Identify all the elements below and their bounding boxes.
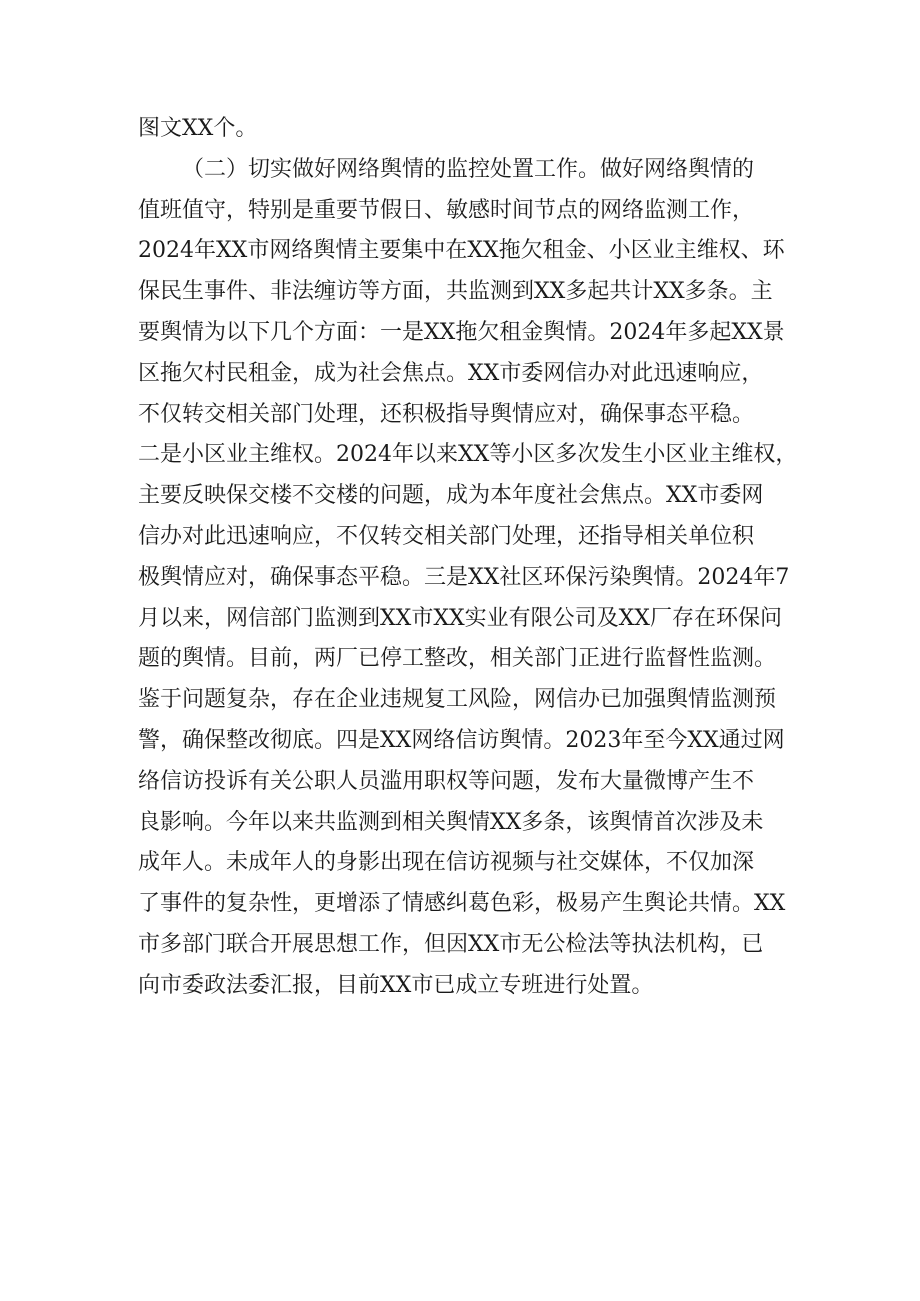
text-line-3: 值班值守，特别是重要节假日、敏感时间节点的网络监测工作，	[138, 197, 755, 223]
text-line-4: 2024年XX市网络舆情主要集中在XX拖欠租金、小区业主维权、环	[138, 238, 785, 264]
text-line-10: 主要反映保交楼不交楼的问题，成为本年度社会焦点。XX市委网	[138, 483, 764, 509]
text-line-19: 成年人。未成年人的身影出现在信访视频与社交媒体，不仅加深	[138, 850, 755, 876]
text-line-18: 良影响。今年以来共监测到相关舆情XX多条，该舆情首次涉及未	[138, 809, 764, 835]
text-line-1: 图文XX个。	[138, 116, 258, 141]
text-line-8: 不仅转交相关部门处理，还积极指导舆情应对，确保事态平稳。	[138, 401, 755, 427]
text-line-11: 信办对此迅速响应，不仅转交相关部门处理，还指导相关单位积	[138, 523, 755, 549]
text-line-13: 月以来，网信部门监测到XX市XX实业有限公司及XX厂存在环保问	[138, 605, 782, 631]
text-line-21: 市多部门联合开展思想工作，但因XX市无公检法等执法机构，已	[138, 931, 764, 957]
text-line-22: 向市委政法委汇报，目前XX市已成立专班进行处置。	[138, 972, 654, 998]
text-line-20: 了事件的复杂性，更增添了情感纠葛色彩，极易产生舆论共情。XX	[138, 891, 786, 917]
text-line-17: 络信访投诉有关公职人员滥用职权等问题，发布大量微博产生不	[138, 768, 755, 794]
text-line-15: 鉴于问题复杂，存在企业违规复工风险，网信办已加强舆情监测预	[138, 687, 777, 713]
text-line-16: 警，确保整改彻底。四是XX网络信访舆情。2023年至今XX通过网	[138, 727, 785, 753]
text-line-12: 极舆情应对，确保事态平稳。三是XX社区环保污染舆情。2024年7	[138, 564, 790, 590]
section-heading-line: （二）切实做好网络舆情的监控处置工作。做好网络舆情的	[182, 156, 755, 182]
text-line-14: 题的舆情。目前，两厂已停工整改，相关部门正进行监督性监测。	[138, 646, 777, 672]
body-text	[138, 109, 798, 1007]
text-line-9: 二是小区业主维权。2024年以来XX等小区多次发生小区业主维权，	[138, 442, 798, 468]
text-line-7: 区拖欠村民租金，成为社会焦点。XX市委网信办对此迅速响应，	[138, 360, 764, 386]
text-line-5: 保民生事件、非法缠访等方面，共监测到XX多起共计XX多条。主	[138, 279, 773, 305]
text-line-6: 要舆情为以下几个方面：一是XX拖欠租金舆情。2024年多起XX景	[138, 319, 785, 345]
